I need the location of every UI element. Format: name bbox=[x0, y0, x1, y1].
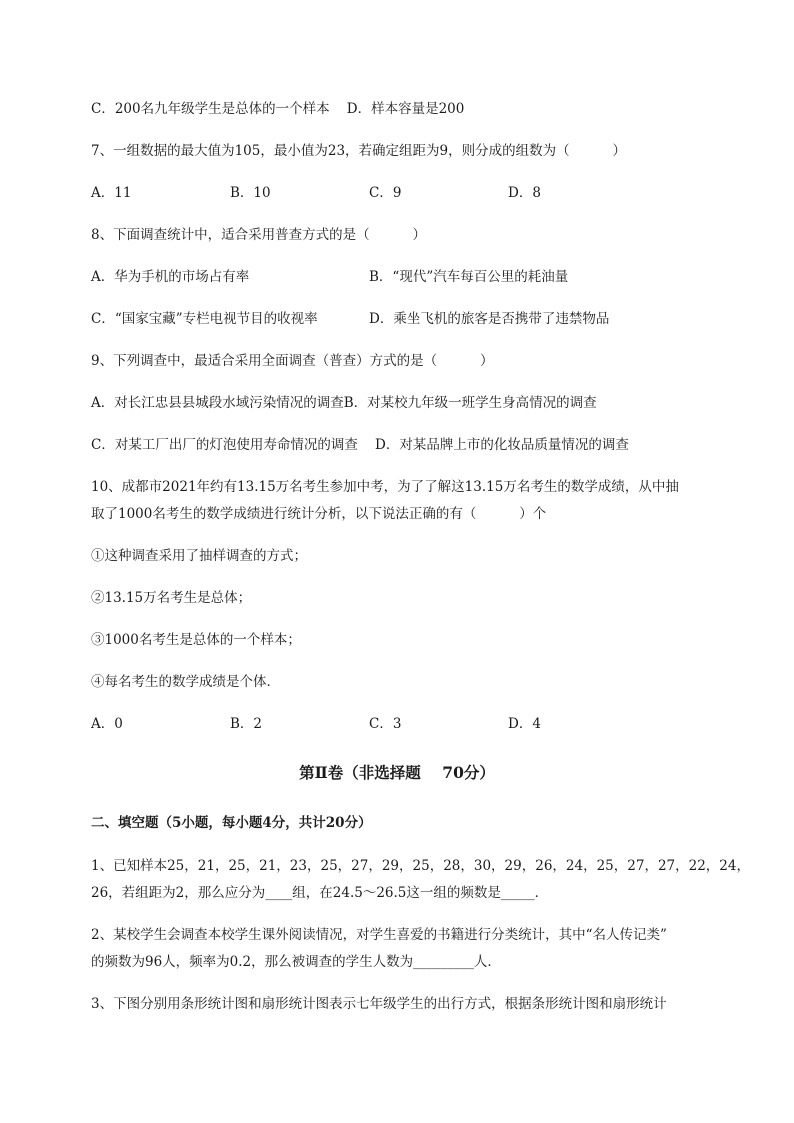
q9-options-ab: A．对长江忠县县城段水域污染情况的调查B．对某校九年级一班学生身高情况的调查 bbox=[91, 395, 597, 411]
q10-option-a: A．0 bbox=[91, 716, 123, 732]
q10-option-d: D．4 bbox=[508, 716, 541, 732]
q8-option-c: C．“国家宝藏”专栏电视节目的收视率 bbox=[91, 311, 318, 327]
fill-1-line-1: 1、已知样本25，21，25，21，23，25，27，29，25，28，30，29，26，24，25，27，27，22，24， bbox=[91, 858, 750, 874]
question-8: 8、下面调查统计中，适合采用普查方式的是（ ） bbox=[91, 227, 427, 243]
question-10-line-1: 10、成都市2021年约有13.15万名考生参加中考，为了了解这13.15万名考生的数学成绩，从中抽 bbox=[91, 479, 679, 495]
q8-option-a: A．华为手机的市场占有率 bbox=[91, 269, 250, 285]
q10-option-b: B．2 bbox=[230, 716, 263, 732]
question-10-line-2: 取了1000名考生的数学成绩进行统计分析，以下说法正确的有（ ）个 bbox=[91, 506, 547, 522]
section-title: 第Ⅱ卷（非选择题 70分） bbox=[299, 763, 495, 782]
q7-option-a: A．11 bbox=[91, 185, 132, 201]
question-7: 7、一组数据的最大值为105，最小值为23，若确定组距为9，则分成的组数为（ ） bbox=[91, 143, 627, 159]
q7-option-d: D．8 bbox=[508, 185, 541, 201]
q8-option-d: D．乘坐飞机的旅客是否携带了违禁物品 bbox=[369, 311, 610, 327]
fill-1-line-2: 26，若组距为2，那么应分为____组，在24.5～26.5这一组的频数是_____． bbox=[91, 885, 549, 901]
fill-2-line-2: 的频数为96人，频率为0.2，那么被调查的学生人数为_________人． bbox=[91, 954, 501, 970]
fill-2-line-1: 2、某校学生会调查本校学生课外阅读情况，对学生喜爱的书籍进行分类统计，其中“名人传记类” bbox=[91, 927, 667, 943]
fill-3-line-1: 3、下图分别用条形统计图和扇形统计图表示七年级学生的出行方式，根据条形统计图和扇形统计 bbox=[91, 996, 667, 1012]
q10-statement-2: ②13.15万名考生是总体； bbox=[91, 590, 252, 606]
q9-options-cd: C．对某工厂出厂的灯泡使用寿命情况的调查 D．对某品牌上市的化妆品质量情况的调查 bbox=[91, 437, 629, 453]
q7-option-b: B．10 bbox=[230, 185, 271, 201]
q6-options-cd: C．200名九年级学生是总体的一个样本 D．样本容量是200 bbox=[91, 101, 465, 117]
q10-statement-3: ③1000名考生是总体的一个样本； bbox=[91, 632, 301, 648]
question-9: 9、下列调查中，最适合采用全面调查（普查）方式的是（ ） bbox=[91, 353, 494, 369]
section-2-heading: 二、填空题（5小题，每小题4分，共计20分） bbox=[91, 815, 372, 831]
q8-option-b: B．“现代”汽车每百公里的耗油量 bbox=[369, 269, 569, 285]
q10-statement-1: ①这种调查采用了抽样调查的方式； bbox=[91, 548, 307, 564]
q10-statement-4: ④每名考生的数学成绩是个体． bbox=[91, 674, 280, 690]
q7-option-c: C．9 bbox=[369, 185, 402, 201]
q10-option-c: C．3 bbox=[369, 716, 402, 732]
